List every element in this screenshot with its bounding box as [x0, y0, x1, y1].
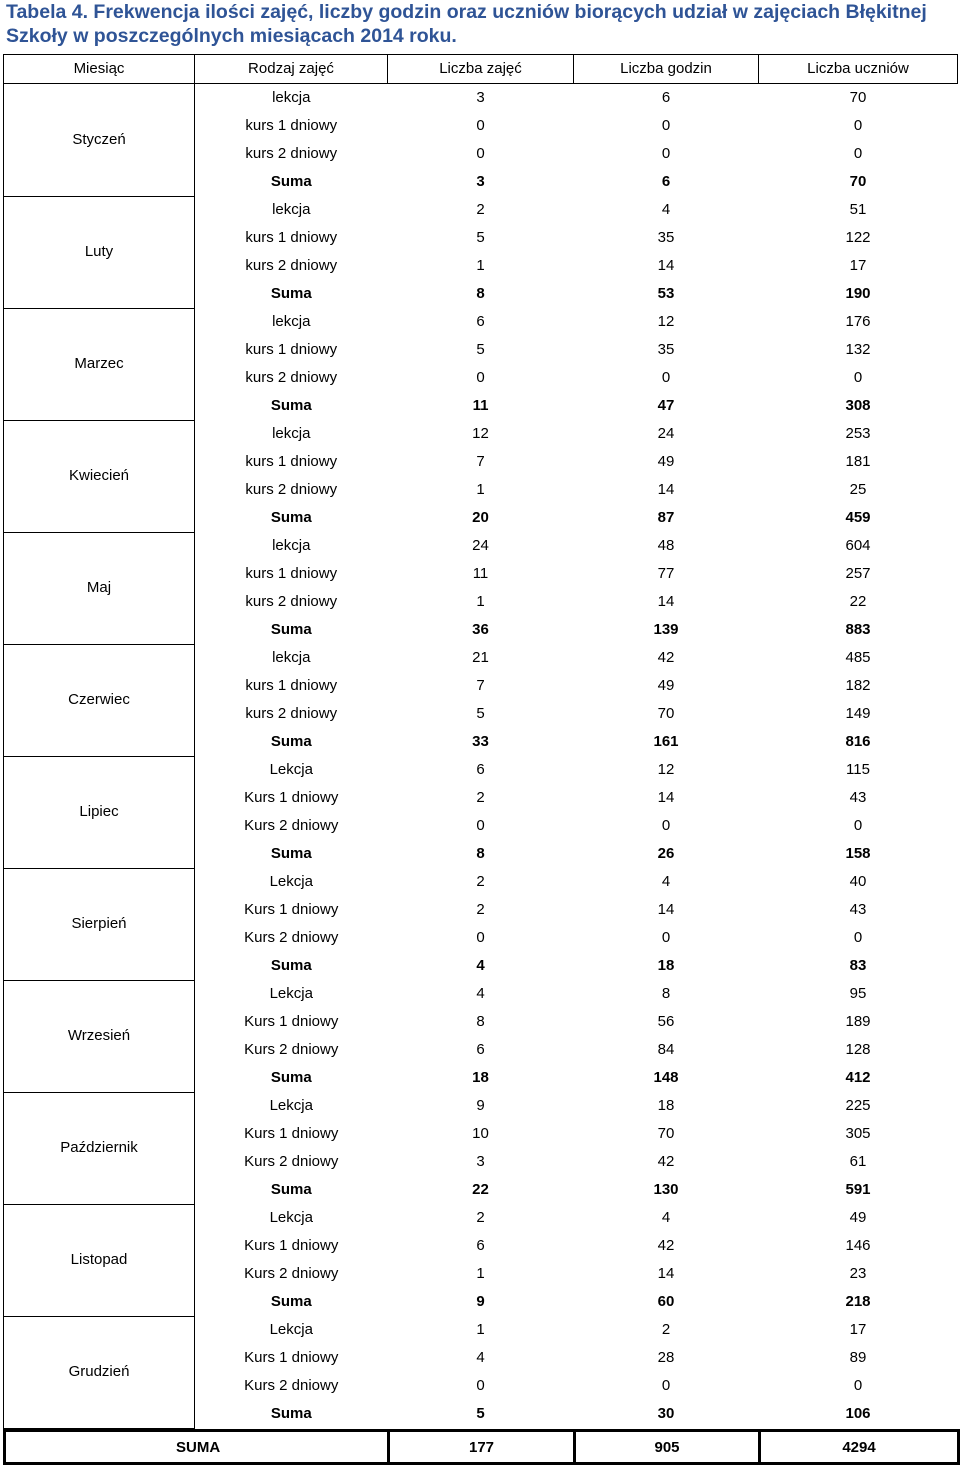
- activity-type-cell: lekcja: [272, 537, 311, 554]
- hours-count-cell: 42: [657, 1237, 675, 1254]
- hours-count-cell: 48: [657, 537, 675, 554]
- classes-count-cell: 33: [472, 733, 489, 750]
- activity-type-cell: kurs 1 dniowy: [245, 677, 338, 694]
- students-count-cell: 17: [849, 257, 867, 274]
- activity-type-cell: Suma: [270, 1405, 312, 1422]
- activity-type-cell: Kurs 1 dniowy: [244, 1125, 339, 1142]
- hours-count-cell: 18: [657, 1097, 675, 1114]
- students-count-cell: 122: [845, 229, 871, 246]
- table-row: [4, 868, 958, 896]
- activity-type-cell: Suma: [270, 845, 312, 862]
- total-students: 4294: [760, 1431, 959, 1464]
- total-hours: 905: [575, 1431, 760, 1464]
- classes-count-cell: 2: [476, 789, 485, 806]
- students-count-cell: 816: [845, 733, 871, 750]
- hours-count-cell: 70: [657, 705, 675, 722]
- classes-count-cell: 7: [476, 453, 485, 470]
- hours-count-cell: 60: [657, 1293, 675, 1310]
- classes-count-cell: 10: [472, 1125, 489, 1142]
- classes-count-cell: 4: [476, 957, 485, 974]
- activity-type-cell: Lekcja: [269, 985, 313, 1002]
- students-count-cell: 106: [845, 1405, 871, 1422]
- total-classes: 177: [389, 1431, 575, 1464]
- hours-count-cell: 0: [661, 929, 671, 946]
- table-row: [4, 308, 958, 336]
- hours-count-cell: 84: [657, 1041, 675, 1058]
- students-count-cell: 40: [849, 873, 867, 890]
- hours-count-cell: 56: [657, 1013, 675, 1030]
- classes-count-cell: 11: [472, 565, 489, 582]
- activity-type-cell: Kurs 2 dniowy: [244, 1377, 339, 1394]
- activity-type-cell: Kurs 1 dniowy: [244, 1237, 339, 1254]
- students-count-cell: 591: [845, 1181, 871, 1198]
- students-count-cell: 89: [849, 1349, 867, 1366]
- activity-type-cell: kurs 2 dniowy: [245, 481, 338, 498]
- classes-count-cell: 5: [476, 705, 485, 722]
- activity-type-cell: kurs 2 dniowy: [245, 145, 338, 162]
- classes-count-cell: 18: [472, 1069, 489, 1086]
- students-count-cell: 43: [849, 789, 867, 806]
- classes-count-cell: 36: [472, 621, 489, 638]
- activity-type-cell: Kurs 2 dniowy: [244, 1153, 339, 1170]
- header-activity-type: Rodzaj zajęć: [195, 55, 388, 84]
- students-count-cell: 149: [845, 705, 871, 722]
- students-count-cell: 115: [846, 761, 870, 778]
- students-count-cell: 182: [845, 677, 871, 694]
- total-table: [3, 1429, 960, 1465]
- attendance-table: [3, 54, 958, 1429]
- activity-type-cell: Lekcja: [269, 873, 313, 890]
- month-cell: Listopad: [4, 1204, 195, 1316]
- hours-count-cell: 49: [657, 453, 675, 470]
- month-cell: Październik: [4, 1092, 195, 1204]
- hours-count-cell: 130: [653, 1181, 679, 1198]
- students-count-cell: 70: [849, 173, 867, 190]
- students-count-cell: 17: [849, 1321, 867, 1338]
- classes-count-cell: 2: [476, 1209, 485, 1226]
- hours-count-cell: 70: [657, 1125, 675, 1142]
- activity-type-cell: lekcja: [272, 313, 311, 330]
- students-count-cell: 22: [849, 593, 867, 610]
- activity-type-cell: Kurs 1 dniowy: [244, 1349, 339, 1366]
- classes-count-cell: 21: [472, 649, 489, 666]
- activity-type-cell: Suma: [270, 1293, 312, 1310]
- hours-count-cell: 12: [657, 313, 675, 330]
- month-cell: Lipiec: [4, 756, 195, 868]
- students-count-cell: 412: [845, 1069, 871, 1086]
- total-row: [5, 1431, 959, 1464]
- activity-type-cell: kurs 1 dniowy: [245, 117, 338, 134]
- total-label: SUMA: [5, 1431, 389, 1464]
- students-count-cell: 883: [845, 621, 871, 638]
- hours-count-cell: 35: [657, 341, 675, 358]
- classes-count-cell: 0: [476, 117, 485, 134]
- students-count-cell: 0: [853, 817, 863, 834]
- activity-type-cell: Kurs 1 dniowy: [244, 901, 339, 918]
- activity-type-cell: kurs 2 dniowy: [245, 257, 338, 274]
- students-count-cell: 158: [845, 845, 871, 862]
- hours-count-cell: 14: [657, 257, 675, 274]
- classes-count-cell: 1: [476, 1321, 485, 1338]
- classes-count-cell: 5: [476, 229, 485, 246]
- table-row: [4, 532, 958, 560]
- hours-count-cell: 0: [661, 817, 671, 834]
- activity-type-cell: Lekcja: [269, 1209, 313, 1226]
- students-count-cell: 181: [845, 453, 871, 470]
- table-row: [4, 756, 958, 784]
- students-count-cell: 189: [845, 1013, 871, 1030]
- students-count-cell: 25: [849, 481, 867, 498]
- activity-type-cell: kurs 1 dniowy: [245, 453, 338, 470]
- students-count-cell: 23: [849, 1265, 867, 1282]
- classes-count-cell: 2: [476, 901, 485, 918]
- students-count-cell: 146: [845, 1237, 871, 1254]
- hours-count-cell: 42: [657, 649, 675, 666]
- activity-type-cell: Kurs 2 dniowy: [244, 1041, 339, 1058]
- activity-type-cell: lekcja: [272, 649, 311, 666]
- month-cell: Grudzień: [4, 1316, 195, 1428]
- activity-type-cell: Lekcja: [269, 761, 313, 778]
- header-month: Miesiąc: [4, 55, 195, 84]
- activity-type-cell: lekcja: [272, 201, 311, 218]
- hours-count-cell: 12: [657, 761, 675, 778]
- hours-count-cell: 42: [657, 1153, 675, 1170]
- students-count-cell: 604: [845, 537, 871, 554]
- classes-count-cell: 24: [472, 537, 489, 554]
- classes-count-cell: 3: [476, 1153, 485, 1170]
- hours-count-cell: 6: [661, 173, 671, 190]
- students-count-cell: 83: [849, 957, 867, 974]
- hours-count-cell: 77: [657, 565, 675, 582]
- classes-count-cell: 12: [472, 425, 489, 442]
- classes-count-cell: 7: [476, 677, 485, 694]
- activity-type-cell: Suma: [270, 173, 312, 190]
- hours-count-cell: 161: [653, 733, 679, 750]
- classes-count-cell: 5: [476, 1405, 485, 1422]
- activity-type-cell: Kurs 2 dniowy: [244, 929, 339, 946]
- hours-count-cell: 139: [653, 621, 679, 638]
- activity-type-cell: kurs 1 dniowy: [245, 341, 338, 358]
- classes-count-cell: 0: [476, 145, 485, 162]
- header-students-count: Liczba uczniów: [759, 55, 958, 84]
- classes-count-cell: 8: [476, 285, 485, 302]
- hours-count-cell: 24: [657, 425, 675, 442]
- students-count-cell: 132: [845, 341, 871, 358]
- hours-count-cell: 26: [657, 845, 675, 862]
- classes-count-cell: 4: [476, 1349, 485, 1366]
- students-count-cell: 51: [849, 201, 867, 218]
- table-body: [4, 84, 958, 1429]
- classes-count-cell: 1: [476, 481, 485, 498]
- students-count-cell: 0: [853, 929, 863, 946]
- classes-count-cell: 20: [472, 509, 489, 526]
- header-classes-count: Liczba zajęć: [388, 55, 574, 84]
- classes-count-cell: 3: [476, 89, 485, 106]
- classes-count-cell: 6: [476, 1041, 485, 1058]
- students-count-cell: 253: [845, 425, 871, 442]
- hours-count-cell: 14: [657, 593, 675, 610]
- students-count-cell: 176: [845, 313, 871, 330]
- classes-count-cell: 6: [476, 313, 485, 330]
- activity-type-cell: Kurs 1 dniowy: [244, 789, 339, 806]
- hours-count-cell: 4: [661, 1209, 671, 1226]
- classes-count-cell: 6: [476, 1237, 485, 1254]
- classes-count-cell: 2: [476, 873, 485, 890]
- activity-type-cell: Suma: [270, 1181, 312, 1198]
- activity-type-cell: Suma: [270, 957, 312, 974]
- classes-count-cell: 3: [476, 173, 485, 190]
- classes-count-cell: 8: [476, 1013, 485, 1030]
- classes-count-cell: 8: [476, 845, 485, 862]
- activity-type-cell: kurs 1 dniowy: [245, 229, 338, 246]
- hours-count-cell: 28: [657, 1349, 675, 1366]
- month-cell: Czerwiec: [4, 644, 195, 756]
- hours-count-cell: 14: [657, 789, 675, 806]
- activity-type-cell: kurs 2 dniowy: [245, 593, 338, 610]
- classes-count-cell: 0: [476, 817, 485, 834]
- month-cell: Wrzesień: [4, 980, 195, 1092]
- classes-count-cell: 0: [476, 929, 485, 946]
- activity-type-cell: Suma: [270, 285, 312, 302]
- students-count-cell: 70: [849, 89, 867, 106]
- students-count-cell: 308: [845, 397, 871, 414]
- hours-count-cell: 0: [661, 117, 671, 134]
- classes-count-cell: 6: [476, 761, 485, 778]
- activity-type-cell: Kurs 1 dniowy: [244, 1013, 339, 1030]
- month-cell: Kwiecień: [4, 420, 195, 532]
- classes-count-cell: 4: [476, 985, 485, 1002]
- classes-count-cell: 0: [476, 369, 485, 386]
- activity-type-cell: Suma: [270, 397, 312, 414]
- hours-count-cell: 2: [661, 1321, 671, 1338]
- students-count-cell: 0: [853, 145, 863, 162]
- month-cell: Styczeń: [4, 84, 195, 197]
- hours-count-cell: 0: [661, 145, 671, 162]
- students-count-cell: 225: [845, 1097, 871, 1114]
- month-cell: Marzec: [4, 308, 195, 420]
- hours-count-cell: 30: [657, 1405, 675, 1422]
- hours-count-cell: 6: [661, 89, 671, 106]
- hours-count-cell: 4: [661, 201, 671, 218]
- students-count-cell: 61: [849, 1153, 867, 1170]
- month-cell: Sierpień: [4, 868, 195, 980]
- table-row: [4, 1092, 958, 1120]
- classes-count-cell: 5: [476, 341, 485, 358]
- hours-count-cell: 148: [653, 1069, 679, 1086]
- table-row: [4, 84, 958, 113]
- classes-count-cell: 1: [476, 257, 485, 274]
- header-hours-count: Liczba godzin: [574, 55, 759, 84]
- activity-type-cell: Kurs 2 dniowy: [244, 1265, 339, 1282]
- hours-count-cell: 49: [657, 677, 675, 694]
- hours-count-cell: 18: [657, 957, 675, 974]
- students-count-cell: 0: [853, 1377, 863, 1394]
- activity-type-cell: Lekcja: [269, 1097, 313, 1114]
- students-count-cell: 0: [853, 117, 863, 134]
- hours-count-cell: 8: [661, 985, 671, 1002]
- activity-type-cell: Kurs 2 dniowy: [244, 817, 339, 834]
- students-count-cell: 95: [849, 985, 867, 1002]
- table-row: [4, 980, 958, 1008]
- students-count-cell: 43: [849, 901, 867, 918]
- hours-count-cell: 14: [657, 481, 675, 498]
- hours-count-cell: 35: [657, 229, 675, 246]
- activity-type-cell: Suma: [270, 621, 312, 638]
- header-row: [4, 55, 958, 84]
- students-count-cell: 49: [849, 1209, 867, 1226]
- activity-type-cell: kurs 2 dniowy: [245, 369, 338, 386]
- classes-count-cell: 1: [476, 593, 485, 610]
- students-count-cell: 305: [845, 1125, 871, 1142]
- hours-count-cell: 0: [661, 1377, 671, 1394]
- activity-type-cell: Lekcja: [269, 1321, 313, 1338]
- hours-count-cell: 4: [661, 873, 671, 890]
- table-title: Tabela 4. Frekwencja ilości zajęć, liczby godzin oraz uczniów biorących udział w zajęciach Błękitnej Szkoły w poszczególnych miesiącach 2014 roku.: [6, 1, 927, 47]
- activity-type-cell: Suma: [270, 509, 312, 526]
- classes-count-cell: 1: [476, 1265, 485, 1282]
- students-count-cell: 190: [845, 285, 871, 302]
- hours-count-cell: 14: [657, 901, 675, 918]
- hours-count-cell: 53: [657, 285, 675, 302]
- activity-type-cell: lekcja: [272, 425, 311, 442]
- table-row: [4, 1316, 958, 1344]
- table-row: [4, 196, 958, 224]
- table-row: [4, 1204, 958, 1232]
- classes-count-cell: 9: [476, 1293, 485, 1310]
- hours-count-cell: 14: [657, 1265, 675, 1282]
- students-count-cell: 459: [845, 509, 871, 526]
- classes-count-cell: 0: [476, 1377, 485, 1394]
- activity-type-cell: kurs 2 dniowy: [245, 705, 338, 722]
- classes-count-cell: 2: [476, 201, 485, 218]
- activity-type-cell: kurs 1 dniowy: [245, 565, 338, 582]
- students-count-cell: 257: [845, 565, 871, 582]
- month-cell: Maj: [4, 532, 195, 644]
- classes-count-cell: 11: [472, 397, 489, 414]
- activity-type-cell: lekcja: [272, 89, 311, 106]
- classes-count-cell: 9: [476, 1097, 485, 1114]
- activity-type-cell: Suma: [270, 733, 312, 750]
- students-count-cell: 485: [845, 649, 871, 666]
- hours-count-cell: 47: [657, 397, 675, 414]
- hours-count-cell: 87: [657, 509, 675, 526]
- students-count-cell: 128: [845, 1041, 871, 1058]
- table-row: [4, 420, 958, 448]
- month-cell: Luty: [4, 196, 195, 308]
- classes-count-cell: 22: [472, 1181, 489, 1198]
- students-count-cell: 0: [853, 369, 863, 386]
- students-count-cell: 218: [845, 1293, 871, 1310]
- hours-count-cell: 0: [661, 369, 671, 386]
- activity-type-cell: Suma: [270, 1069, 312, 1086]
- table-row: [4, 644, 958, 672]
